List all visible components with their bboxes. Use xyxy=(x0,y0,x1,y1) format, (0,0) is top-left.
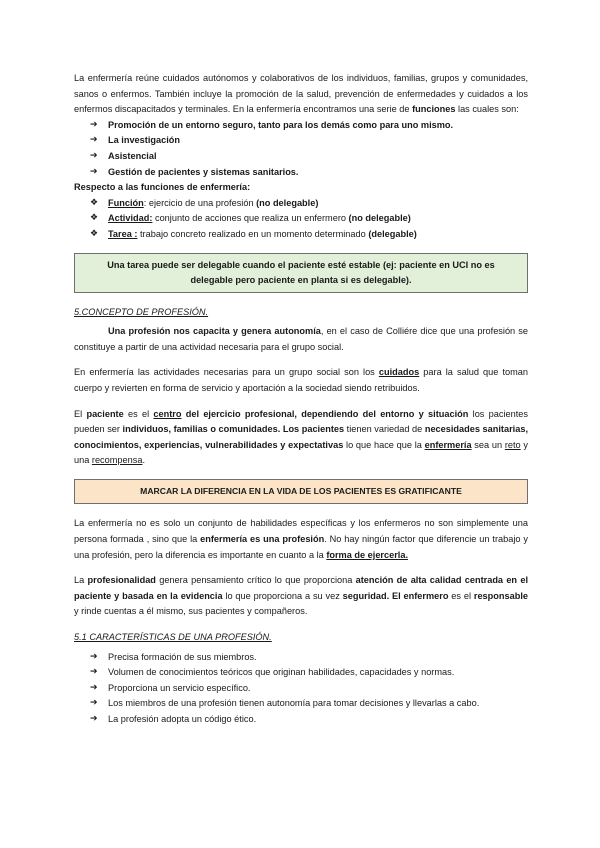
list-item: ❖ Actividad: conjunto de acciones que realiza un enfermero (no delegable) xyxy=(90,211,528,227)
paragraph-cuidados: En enfermería las actividades necesarias para un grupo social son los cuidados para la salud que toman cuerpo y revierten en forma de servicio y aportación a la sociedad siendo retribuidos. xyxy=(74,367,528,393)
section-heading-5-1: 5.1 CARACTERÍSTICAS DE UNA PROFESIÓN. xyxy=(74,632,272,643)
diamond-bullet-icon: ❖ xyxy=(90,213,99,224)
respecto-label: Respecto a las funciones de enfermería: xyxy=(74,182,251,193)
list-item: ❖ Tarea : trabajo concreto realizado en un momento determinado (delegable) xyxy=(90,227,528,243)
list-item: ❖ Función: ejercicio de una profesión (no delegable) xyxy=(90,196,528,212)
list-item: ➔ La investigación xyxy=(90,133,528,149)
list-item: ➔ Proporciona un servicio específico. xyxy=(90,681,528,697)
list-item: ➔ La profesión adopta un código ético. xyxy=(90,712,528,728)
intro-paragraph xyxy=(74,71,528,118)
list-item: ➔ Gestión de pacientes y sistemas sanitarios. xyxy=(90,165,528,181)
intro-functions-word: funciones xyxy=(412,104,456,115)
definitions-list xyxy=(74,196,528,243)
paragraph-paciente: El paciente es el centro del ejercicio profesional, dependiendo del entorno y situación los pacientes pueden ser individuos, familias o comunidades. Los pacientes tienen variedad de necesidades sanitarias, conocimientos, experiencias, vulnerabilidades y expectativas lo que hace que la enfermería sea un reto y una recompensa. xyxy=(74,408,528,466)
diamond-bullet-icon: ❖ xyxy=(90,228,99,239)
list-item: ➔ Volumen de conocimientos teóricos que originan habilidades, capacidades y normas. xyxy=(90,665,528,681)
intro-text: La enfermería reúne cuidados autónomos y colaborativos de los individuos, familias, grupos y comunidades, sanos o enfermos. También incluye la promoción de la salud, prevención de enfermedades y cuidados a los enfermos discapacitados y terminales. En la enfermería encontramos una serie de xyxy=(74,73,528,115)
gratificante-banner: MARCAR LA DIFERENCIA EN LA VIDA DE LOS PACIENTES ES GRATIFICANTE xyxy=(74,479,528,505)
functions-list xyxy=(74,118,528,180)
paragraph-profesion: Una profesión nos capacita y genera autonomía, en el caso de Colliére dice que una profesión se constituye a partir de una actividad necesaria para el grupo social. xyxy=(74,326,529,352)
section-heading-5: 5.CONCEPTO DE PROFESIÓN. xyxy=(74,306,209,317)
delegable-note-box: Una tarea puede ser delegable cuando el paciente esté estable (ej: paciente en UCI no es delegable pero paciente en planta si es delegable). xyxy=(74,253,528,293)
list-item: ➔ Asistencial xyxy=(90,149,528,165)
characteristics-list xyxy=(74,650,528,728)
list-item: ➔ Los miembros de una profesión tienen autonomía para tomar decisiones y llevarlas a cabo. xyxy=(90,696,528,712)
list-item: ➔ Promoción de un entorno seguro, tanto para los demás como para uno mismo. xyxy=(90,118,528,134)
paragraph-profesionalidad: La profesionalidad genera pensamiento crítico lo que proporciona atención de alta calidad centrada en el paciente y basada en la evidencia lo que proporciona a su vez seguridad. El enfermero es el responsable y rinde cuentas a él mismo, sus pacientes y compañeros. xyxy=(74,575,528,617)
intro-tail: las cuales son: xyxy=(455,104,519,115)
diamond-bullet-icon: ❖ xyxy=(90,197,99,208)
document-page xyxy=(74,71,528,728)
list-item: ➔ Precisa formación de sus miembros. xyxy=(90,650,528,666)
paragraph-habilidades: La enfermería no es solo un conjunto de habilidades específicas y los enfermeros no son simplemente una persona formada , sino que la enfermería es una profesión. No hay ningún factor que diferencie un trabajo y una profesión, pero la diferencia es importante en cuanto a la forma de ejercerla. xyxy=(74,518,528,560)
